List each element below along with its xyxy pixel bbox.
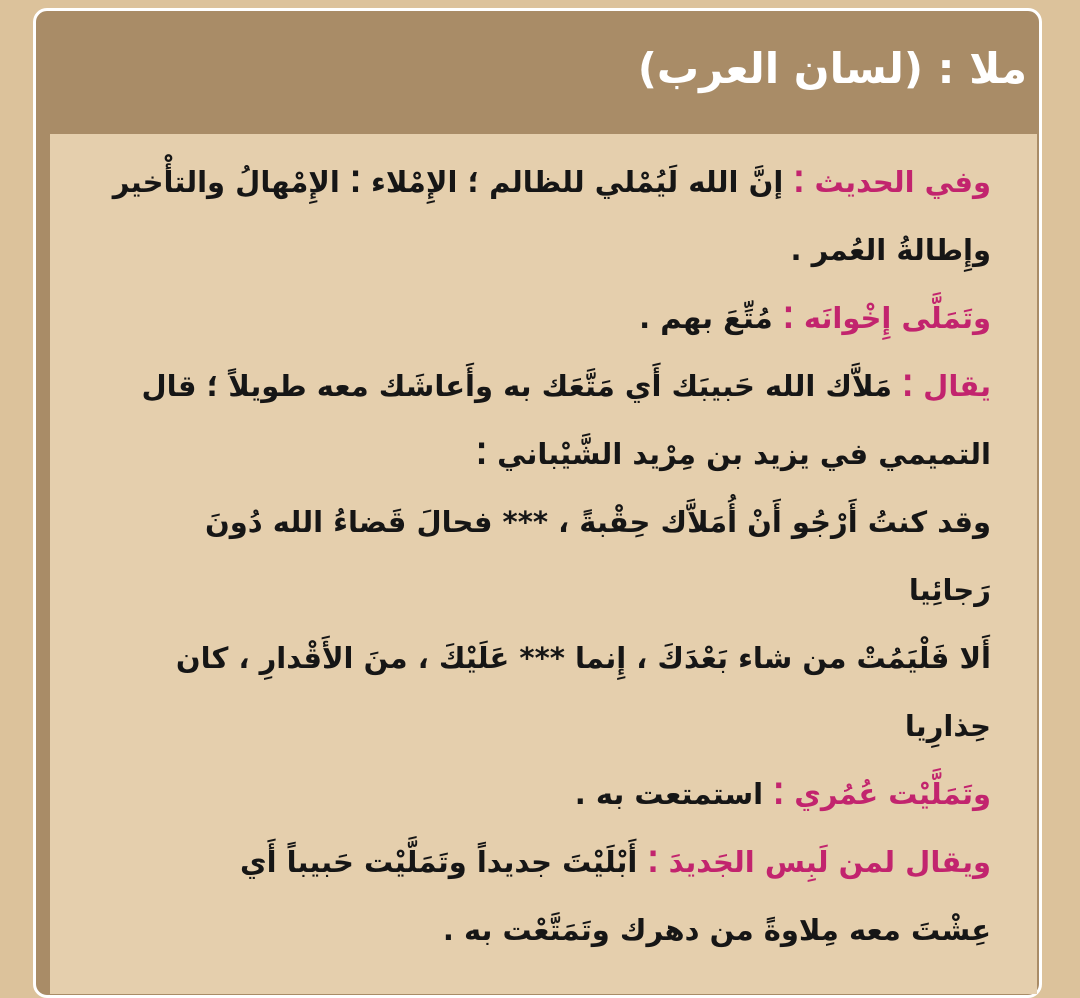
entry-text: وإِطالةُ العُمر . <box>790 233 991 267</box>
entry-line <box>90 896 991 964</box>
entry-content <box>50 134 1037 994</box>
entry-text: التميمي في يزيد بن مِرْيد الشَّيْباني ⁚ <box>476 437 991 471</box>
entry-text: مُتِّعَ بهم . <box>639 301 773 335</box>
entry-line <box>90 352 991 420</box>
key-term: وفي الحديث ⁚ <box>783 165 991 199</box>
entry-text: رَجائِيا <box>908 573 991 607</box>
entry-text: وقد كنتُ أَرْجُو أَنْ أُمَلاَّك حِقْبةً ، *** فحالَ قَضاءُ الله دُونَ <box>205 505 991 539</box>
entry-text: أَلا فَلْيَمُتْ من شاء بَعْدَكَ ، إِنما *** عَلَيْكَ ، منَ الأَقْدارِ ، كان <box>175 641 991 675</box>
entry-line <box>90 216 991 284</box>
entry-text: حِذارِيا <box>904 709 991 743</box>
entry-line <box>90 284 991 352</box>
entry-text: مَلاَّك الله حَبيبَك أَي مَتَّعَك به وأَعاشَك معه طويلاً ؛ قال <box>141 369 892 403</box>
entry-line <box>90 420 991 488</box>
entry-line <box>90 760 991 828</box>
dictionary-card <box>33 8 1042 998</box>
key-term: وتَمَلَّيْت عُمُري ⁚ <box>763 777 991 811</box>
key-term: ويقال لمن لَبِس الجَديدَ ⁚ <box>637 845 991 879</box>
entry-line <box>90 148 991 216</box>
poem-line <box>90 692 991 760</box>
poem-line <box>90 556 991 624</box>
entry-text: أَبْلَيْتَ جديداً وتَمَلَّيْت حَبيباً أَي <box>240 845 638 879</box>
card-title: ملا : (لسان العرب) <box>637 44 1027 93</box>
entry-text: عِشْتَ معه مِلاوةً من دهرك وتَمَتَّعْت به . <box>442 913 991 947</box>
entry-text: استمتعت به . <box>574 777 764 811</box>
entry-line <box>90 828 991 896</box>
entry-text: إنَّ الله لَيُمْلي للظالم ؛ الإِمْلاء ⁚ الإِمْهالُ والتأْخير <box>112 165 784 199</box>
poem-line <box>90 488 991 556</box>
key-term: يقال ⁚ <box>891 369 991 403</box>
key-term: وتَمَلَّى إِخْوانَه ⁚ <box>772 301 991 335</box>
poem-line <box>90 624 991 692</box>
